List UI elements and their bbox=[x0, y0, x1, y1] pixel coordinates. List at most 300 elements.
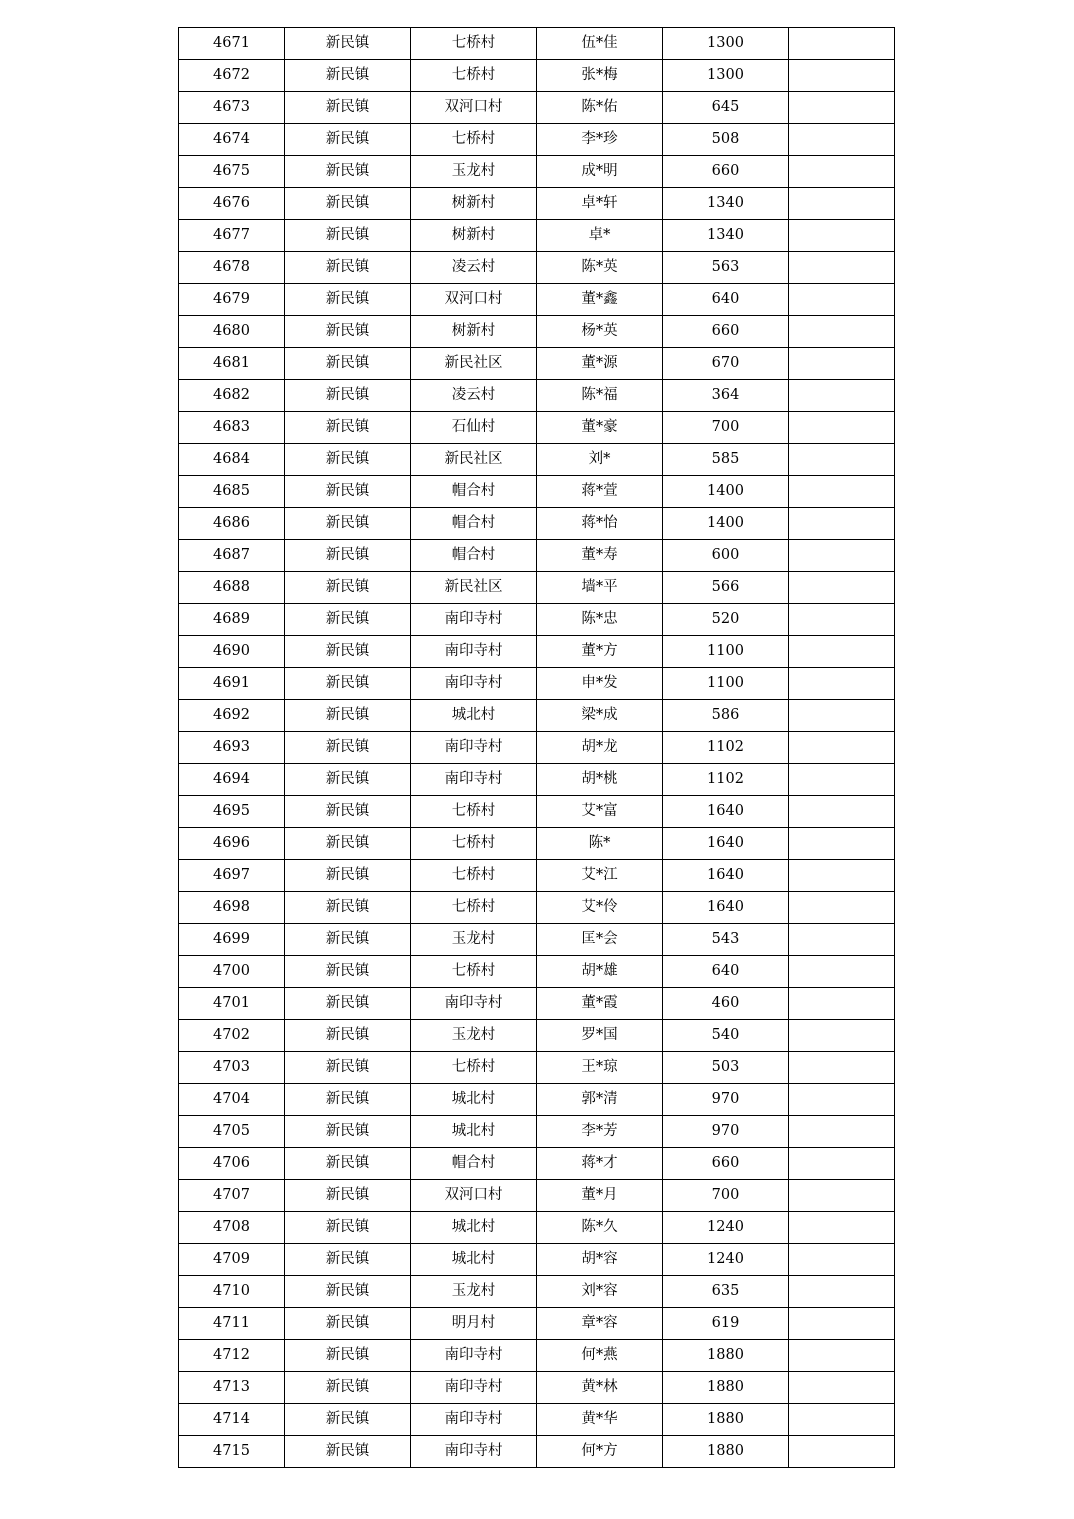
cell-town: 新民镇 bbox=[285, 924, 411, 956]
cell-note bbox=[789, 892, 895, 924]
cell-serial-number: 4689 bbox=[179, 604, 285, 636]
cell-village: 城北村 bbox=[411, 1116, 537, 1148]
cell-name: 王*琼 bbox=[537, 1052, 663, 1084]
cell-amount: 970 bbox=[663, 1084, 789, 1116]
cell-name: 蒋*萱 bbox=[537, 476, 663, 508]
cell-serial-number: 4693 bbox=[179, 732, 285, 764]
cell-name: 杨*英 bbox=[537, 316, 663, 348]
cell-serial-number: 4713 bbox=[179, 1372, 285, 1404]
cell-note bbox=[789, 28, 895, 60]
cell-serial-number: 4715 bbox=[179, 1436, 285, 1468]
cell-town: 新民镇 bbox=[285, 828, 411, 860]
cell-name: 董*月 bbox=[537, 1180, 663, 1212]
cell-name: 蒋*怡 bbox=[537, 508, 663, 540]
cell-serial-number: 4712 bbox=[179, 1340, 285, 1372]
table-row bbox=[179, 252, 895, 284]
cell-village: 七桥村 bbox=[411, 956, 537, 988]
cell-village: 南印寺村 bbox=[411, 1372, 537, 1404]
cell-town: 新民镇 bbox=[285, 1244, 411, 1276]
cell-name: 何*燕 bbox=[537, 1340, 663, 1372]
cell-village: 帽合村 bbox=[411, 508, 537, 540]
cell-serial-number: 4691 bbox=[179, 668, 285, 700]
cell-town: 新民镇 bbox=[285, 188, 411, 220]
cell-note bbox=[789, 764, 895, 796]
table-row bbox=[179, 956, 895, 988]
table-row bbox=[179, 1020, 895, 1052]
cell-village: 凌云村 bbox=[411, 380, 537, 412]
cell-serial-number: 4686 bbox=[179, 508, 285, 540]
cell-amount: 1880 bbox=[663, 1436, 789, 1468]
cell-note bbox=[789, 1116, 895, 1148]
cell-name: 蒋*才 bbox=[537, 1148, 663, 1180]
cell-town: 新民镇 bbox=[285, 1436, 411, 1468]
cell-town: 新民镇 bbox=[285, 572, 411, 604]
cell-serial-number: 4710 bbox=[179, 1276, 285, 1308]
cell-serial-number: 4694 bbox=[179, 764, 285, 796]
table-row bbox=[179, 444, 895, 476]
cell-name: 艾*江 bbox=[537, 860, 663, 892]
cell-note bbox=[789, 572, 895, 604]
cell-village: 新民社区 bbox=[411, 444, 537, 476]
cell-name: 陈*忠 bbox=[537, 604, 663, 636]
cell-name: 陈*福 bbox=[537, 380, 663, 412]
cell-note bbox=[789, 60, 895, 92]
cell-note bbox=[789, 1404, 895, 1436]
cell-serial-number: 4676 bbox=[179, 188, 285, 220]
cell-village: 城北村 bbox=[411, 700, 537, 732]
cell-town: 新民镇 bbox=[285, 988, 411, 1020]
cell-village: 南印寺村 bbox=[411, 1340, 537, 1372]
cell-name: 胡*雄 bbox=[537, 956, 663, 988]
cell-town: 新民镇 bbox=[285, 1116, 411, 1148]
cell-town: 新民镇 bbox=[285, 540, 411, 572]
cell-amount: 1340 bbox=[663, 220, 789, 252]
cell-village: 新民社区 bbox=[411, 348, 537, 380]
cell-note bbox=[789, 988, 895, 1020]
table-row bbox=[179, 1116, 895, 1148]
cell-amount: 645 bbox=[663, 92, 789, 124]
cell-town: 新民镇 bbox=[285, 860, 411, 892]
cell-serial-number: 4709 bbox=[179, 1244, 285, 1276]
cell-note bbox=[789, 188, 895, 220]
table-row bbox=[179, 124, 895, 156]
cell-serial-number: 4700 bbox=[179, 956, 285, 988]
cell-name: 申*发 bbox=[537, 668, 663, 700]
cell-name: 匡*会 bbox=[537, 924, 663, 956]
cell-town: 新民镇 bbox=[285, 700, 411, 732]
cell-name: 梁*成 bbox=[537, 700, 663, 732]
cell-village: 南印寺村 bbox=[411, 604, 537, 636]
cell-note bbox=[789, 412, 895, 444]
cell-amount: 1400 bbox=[663, 476, 789, 508]
cell-name: 董*鑫 bbox=[537, 284, 663, 316]
cell-amount: 1300 bbox=[663, 60, 789, 92]
cell-village: 石仙村 bbox=[411, 412, 537, 444]
cell-amount: 700 bbox=[663, 1180, 789, 1212]
cell-village: 树新村 bbox=[411, 316, 537, 348]
cell-serial-number: 4714 bbox=[179, 1404, 285, 1436]
cell-note bbox=[789, 476, 895, 508]
table-row bbox=[179, 764, 895, 796]
cell-amount: 660 bbox=[663, 316, 789, 348]
cell-amount: 460 bbox=[663, 988, 789, 1020]
cell-town: 新民镇 bbox=[285, 412, 411, 444]
cell-serial-number: 4708 bbox=[179, 1212, 285, 1244]
table-row bbox=[179, 572, 895, 604]
cell-serial-number: 4711 bbox=[179, 1308, 285, 1340]
cell-note bbox=[789, 1148, 895, 1180]
cell-village: 明月村 bbox=[411, 1308, 537, 1340]
cell-serial-number: 4672 bbox=[179, 60, 285, 92]
cell-note bbox=[789, 1212, 895, 1244]
cell-town: 新民镇 bbox=[285, 1404, 411, 1436]
cell-amount: 508 bbox=[663, 124, 789, 156]
cell-note bbox=[789, 124, 895, 156]
cell-town: 新民镇 bbox=[285, 956, 411, 988]
cell-serial-number: 4677 bbox=[179, 220, 285, 252]
cell-village: 双河口村 bbox=[411, 92, 537, 124]
table-row bbox=[179, 1052, 895, 1084]
cell-village: 双河口村 bbox=[411, 284, 537, 316]
cell-serial-number: 4704 bbox=[179, 1084, 285, 1116]
cell-amount: 503 bbox=[663, 1052, 789, 1084]
table-row bbox=[179, 1212, 895, 1244]
table-row bbox=[179, 636, 895, 668]
table-row bbox=[179, 796, 895, 828]
cell-amount: 1640 bbox=[663, 860, 789, 892]
cell-name: 艾*伶 bbox=[537, 892, 663, 924]
cell-name: 刘*容 bbox=[537, 1276, 663, 1308]
cell-note bbox=[789, 1372, 895, 1404]
cell-town: 新民镇 bbox=[285, 636, 411, 668]
cell-serial-number: 4702 bbox=[179, 1020, 285, 1052]
table-row bbox=[179, 604, 895, 636]
cell-note bbox=[789, 732, 895, 764]
cell-town: 新民镇 bbox=[285, 220, 411, 252]
cell-name: 卓*轩 bbox=[537, 188, 663, 220]
table-row bbox=[179, 412, 895, 444]
cell-serial-number: 4688 bbox=[179, 572, 285, 604]
cell-amount: 660 bbox=[663, 1148, 789, 1180]
cell-village: 玉龙村 bbox=[411, 1020, 537, 1052]
cell-note bbox=[789, 92, 895, 124]
cell-town: 新民镇 bbox=[285, 1180, 411, 1212]
table-row bbox=[179, 28, 895, 60]
table-row bbox=[179, 1436, 895, 1468]
cell-serial-number: 4679 bbox=[179, 284, 285, 316]
cell-village: 玉龙村 bbox=[411, 924, 537, 956]
cell-note bbox=[789, 636, 895, 668]
cell-serial-number: 4703 bbox=[179, 1052, 285, 1084]
cell-note bbox=[789, 220, 895, 252]
cell-amount: 563 bbox=[663, 252, 789, 284]
cell-serial-number: 4697 bbox=[179, 860, 285, 892]
cell-serial-number: 4678 bbox=[179, 252, 285, 284]
cell-town: 新民镇 bbox=[285, 508, 411, 540]
cell-note bbox=[789, 924, 895, 956]
cell-village: 七桥村 bbox=[411, 28, 537, 60]
table-row bbox=[179, 700, 895, 732]
cell-village: 双河口村 bbox=[411, 1180, 537, 1212]
cell-town: 新民镇 bbox=[285, 1020, 411, 1052]
cell-amount: 364 bbox=[663, 380, 789, 412]
cell-serial-number: 4692 bbox=[179, 700, 285, 732]
cell-serial-number: 4706 bbox=[179, 1148, 285, 1180]
cell-serial-number: 4707 bbox=[179, 1180, 285, 1212]
cell-serial-number: 4695 bbox=[179, 796, 285, 828]
cell-amount: 543 bbox=[663, 924, 789, 956]
cell-name: 胡*桃 bbox=[537, 764, 663, 796]
cell-amount: 585 bbox=[663, 444, 789, 476]
cell-name: 陈*英 bbox=[537, 252, 663, 284]
cell-amount: 635 bbox=[663, 1276, 789, 1308]
cell-name: 艾*富 bbox=[537, 796, 663, 828]
cell-village: 南印寺村 bbox=[411, 988, 537, 1020]
cell-name: 董*豪 bbox=[537, 412, 663, 444]
cell-village: 七桥村 bbox=[411, 796, 537, 828]
table-row bbox=[179, 284, 895, 316]
cell-amount: 1400 bbox=[663, 508, 789, 540]
cell-note bbox=[789, 284, 895, 316]
cell-town: 新民镇 bbox=[285, 316, 411, 348]
cell-note bbox=[789, 1244, 895, 1276]
cell-village: 七桥村 bbox=[411, 892, 537, 924]
table-row bbox=[179, 508, 895, 540]
cell-serial-number: 4698 bbox=[179, 892, 285, 924]
cell-name: 伍*佳 bbox=[537, 28, 663, 60]
cell-serial-number: 4683 bbox=[179, 412, 285, 444]
cell-serial-number: 4699 bbox=[179, 924, 285, 956]
table-row bbox=[179, 1276, 895, 1308]
table-row bbox=[179, 1244, 895, 1276]
cell-amount: 1102 bbox=[663, 764, 789, 796]
cell-town: 新民镇 bbox=[285, 1308, 411, 1340]
table-row bbox=[179, 1340, 895, 1372]
cell-town: 新民镇 bbox=[285, 92, 411, 124]
cell-amount: 520 bbox=[663, 604, 789, 636]
table-row bbox=[179, 540, 895, 572]
cell-town: 新民镇 bbox=[285, 1148, 411, 1180]
cell-town: 新民镇 bbox=[285, 60, 411, 92]
cell-note bbox=[789, 668, 895, 700]
cell-amount: 1880 bbox=[663, 1340, 789, 1372]
cell-note bbox=[789, 1084, 895, 1116]
cell-town: 新民镇 bbox=[285, 348, 411, 380]
cell-name: 黄*华 bbox=[537, 1404, 663, 1436]
cell-town: 新民镇 bbox=[285, 604, 411, 636]
cell-town: 新民镇 bbox=[285, 1212, 411, 1244]
cell-serial-number: 4674 bbox=[179, 124, 285, 156]
cell-name: 董*霞 bbox=[537, 988, 663, 1020]
cell-amount: 1100 bbox=[663, 636, 789, 668]
cell-serial-number: 4690 bbox=[179, 636, 285, 668]
cell-village: 七桥村 bbox=[411, 1052, 537, 1084]
table-row bbox=[179, 1404, 895, 1436]
cell-note bbox=[789, 956, 895, 988]
cell-town: 新民镇 bbox=[285, 444, 411, 476]
cell-serial-number: 4687 bbox=[179, 540, 285, 572]
cell-amount: 540 bbox=[663, 1020, 789, 1052]
cell-name: 董*方 bbox=[537, 636, 663, 668]
cell-serial-number: 4701 bbox=[179, 988, 285, 1020]
cell-amount: 1880 bbox=[663, 1404, 789, 1436]
cell-village: 南印寺村 bbox=[411, 668, 537, 700]
table-row bbox=[179, 380, 895, 412]
cell-village: 七桥村 bbox=[411, 828, 537, 860]
cell-note bbox=[789, 1276, 895, 1308]
table-row bbox=[179, 188, 895, 220]
cell-serial-number: 4675 bbox=[179, 156, 285, 188]
cell-amount: 1100 bbox=[663, 668, 789, 700]
cell-name: 董*寿 bbox=[537, 540, 663, 572]
cell-amount: 619 bbox=[663, 1308, 789, 1340]
cell-town: 新民镇 bbox=[285, 1084, 411, 1116]
cell-note bbox=[789, 1436, 895, 1468]
cell-name: 成*明 bbox=[537, 156, 663, 188]
cell-village: 七桥村 bbox=[411, 124, 537, 156]
cell-note bbox=[789, 604, 895, 636]
cell-note bbox=[789, 1180, 895, 1212]
cell-amount: 660 bbox=[663, 156, 789, 188]
cell-serial-number: 4680 bbox=[179, 316, 285, 348]
table-row bbox=[179, 316, 895, 348]
cell-name: 罗*国 bbox=[537, 1020, 663, 1052]
cell-note bbox=[789, 348, 895, 380]
cell-name: 陈*佑 bbox=[537, 92, 663, 124]
cell-village: 树新村 bbox=[411, 220, 537, 252]
cell-serial-number: 4685 bbox=[179, 476, 285, 508]
cell-note bbox=[789, 1340, 895, 1372]
cell-serial-number: 4681 bbox=[179, 348, 285, 380]
cell-note bbox=[789, 1052, 895, 1084]
cell-name: 刘* bbox=[537, 444, 663, 476]
cell-town: 新民镇 bbox=[285, 124, 411, 156]
cell-note bbox=[789, 700, 895, 732]
cell-amount: 1340 bbox=[663, 188, 789, 220]
cell-note bbox=[789, 444, 895, 476]
cell-amount: 1640 bbox=[663, 796, 789, 828]
table-body bbox=[179, 28, 895, 1468]
cell-village: 七桥村 bbox=[411, 60, 537, 92]
cell-village: 帽合村 bbox=[411, 540, 537, 572]
cell-village: 玉龙村 bbox=[411, 156, 537, 188]
cell-note bbox=[789, 828, 895, 860]
table-row bbox=[179, 1148, 895, 1180]
cell-amount: 640 bbox=[663, 956, 789, 988]
table-row bbox=[179, 220, 895, 252]
table-row bbox=[179, 1180, 895, 1212]
cell-amount: 640 bbox=[663, 284, 789, 316]
cell-town: 新民镇 bbox=[285, 764, 411, 796]
table-row bbox=[179, 668, 895, 700]
cell-name: 张*梅 bbox=[537, 60, 663, 92]
cell-town: 新民镇 bbox=[285, 732, 411, 764]
cell-name: 陈* bbox=[537, 828, 663, 860]
cell-village: 凌云村 bbox=[411, 252, 537, 284]
cell-name: 胡*容 bbox=[537, 1244, 663, 1276]
cell-note bbox=[789, 796, 895, 828]
table-row bbox=[179, 924, 895, 956]
cell-serial-number: 4673 bbox=[179, 92, 285, 124]
cell-serial-number: 4684 bbox=[179, 444, 285, 476]
cell-village: 南印寺村 bbox=[411, 764, 537, 796]
cell-town: 新民镇 bbox=[285, 1052, 411, 1084]
table-row bbox=[179, 156, 895, 188]
cell-serial-number: 4682 bbox=[179, 380, 285, 412]
cell-village: 南印寺村 bbox=[411, 1436, 537, 1468]
cell-town: 新民镇 bbox=[285, 1276, 411, 1308]
cell-village: 树新村 bbox=[411, 188, 537, 220]
cell-town: 新民镇 bbox=[285, 892, 411, 924]
data-table bbox=[178, 27, 895, 1468]
cell-amount: 566 bbox=[663, 572, 789, 604]
cell-town: 新民镇 bbox=[285, 668, 411, 700]
cell-note bbox=[789, 1308, 895, 1340]
cell-serial-number: 4671 bbox=[179, 28, 285, 60]
cell-amount: 1640 bbox=[663, 892, 789, 924]
cell-name: 何*方 bbox=[537, 1436, 663, 1468]
cell-village: 帽合村 bbox=[411, 1148, 537, 1180]
cell-town: 新民镇 bbox=[285, 284, 411, 316]
cell-village: 城北村 bbox=[411, 1244, 537, 1276]
table-row bbox=[179, 1308, 895, 1340]
cell-note bbox=[789, 156, 895, 188]
cell-village: 帽合村 bbox=[411, 476, 537, 508]
cell-amount: 1240 bbox=[663, 1244, 789, 1276]
cell-note bbox=[789, 316, 895, 348]
cell-note bbox=[789, 540, 895, 572]
cell-amount: 1300 bbox=[663, 28, 789, 60]
cell-name: 郭*清 bbox=[537, 1084, 663, 1116]
cell-village: 城北村 bbox=[411, 1084, 537, 1116]
table-row bbox=[179, 92, 895, 124]
cell-note bbox=[789, 1020, 895, 1052]
cell-town: 新民镇 bbox=[285, 156, 411, 188]
table-row bbox=[179, 1372, 895, 1404]
cell-amount: 1102 bbox=[663, 732, 789, 764]
cell-name: 李*珍 bbox=[537, 124, 663, 156]
cell-amount: 1240 bbox=[663, 1212, 789, 1244]
cell-town: 新民镇 bbox=[285, 252, 411, 284]
cell-name: 章*容 bbox=[537, 1308, 663, 1340]
table-row bbox=[179, 828, 895, 860]
cell-village: 南印寺村 bbox=[411, 1404, 537, 1436]
cell-note bbox=[789, 508, 895, 540]
table-row bbox=[179, 60, 895, 92]
cell-amount: 1880 bbox=[663, 1372, 789, 1404]
cell-name: 墙*平 bbox=[537, 572, 663, 604]
table-row bbox=[179, 860, 895, 892]
cell-note bbox=[789, 380, 895, 412]
cell-amount: 970 bbox=[663, 1116, 789, 1148]
cell-town: 新民镇 bbox=[285, 476, 411, 508]
cell-town: 新民镇 bbox=[285, 796, 411, 828]
table-row bbox=[179, 988, 895, 1020]
cell-amount: 600 bbox=[663, 540, 789, 572]
cell-serial-number: 4705 bbox=[179, 1116, 285, 1148]
cell-village: 新民社区 bbox=[411, 572, 537, 604]
cell-amount: 670 bbox=[663, 348, 789, 380]
cell-note bbox=[789, 252, 895, 284]
cell-amount: 586 bbox=[663, 700, 789, 732]
cell-note bbox=[789, 860, 895, 892]
table-row bbox=[179, 1084, 895, 1116]
cell-amount: 1640 bbox=[663, 828, 789, 860]
cell-village: 玉龙村 bbox=[411, 1276, 537, 1308]
cell-name: 胡*龙 bbox=[537, 732, 663, 764]
cell-village: 七桥村 bbox=[411, 860, 537, 892]
cell-town: 新民镇 bbox=[285, 1372, 411, 1404]
